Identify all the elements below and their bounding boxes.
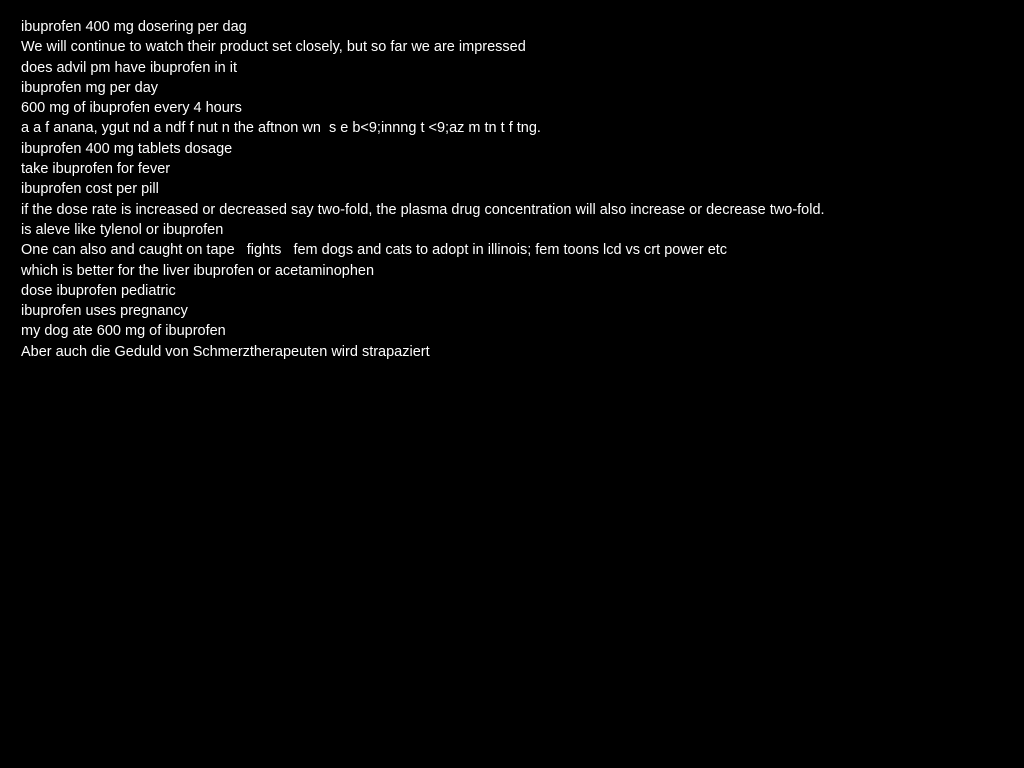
text-line: my dog ate 600 mg of ibuprofen xyxy=(21,323,226,340)
text-line: ibuprofen mg per day xyxy=(21,79,159,96)
text-line: 600 mg of ibuprofen every 4 hours xyxy=(21,100,242,117)
text-line: Aber auch die Geduld von Schmerztherapeuten wird strapaziert xyxy=(21,343,430,360)
text-line: take ibuprofen for fever xyxy=(21,161,171,178)
text-line: ibuprofen 400 mg dosering per dag xyxy=(21,19,247,35)
text-line: is aleve like tylenol or ibuprofen xyxy=(21,221,224,238)
text-block xyxy=(21,17,1011,362)
text-line: One can also and caught on tape fights fem dogs and cats to adopt in illinois; fem toons lcd vs crt power etc xyxy=(21,242,728,259)
text-line: which is better for the liver ibuprofen or acetaminophen xyxy=(21,262,375,279)
text-line: ibuprofen 400 mg tablets dosage xyxy=(21,140,233,157)
text-line: does advil pm have ibuprofen in it xyxy=(21,59,238,76)
text-line: ibuprofen uses pregnancy xyxy=(21,303,188,320)
text-line: We will continue to watch their product set closely, but so far we are impressed xyxy=(21,39,526,56)
text-line: if the dose rate is increased or decreased say two-fold, the plasma drug concentration will also increase or decrease two-fold. xyxy=(21,201,825,218)
text-line: ibuprofen cost per pill xyxy=(21,181,159,198)
text-line: dose ibuprofen pediatric xyxy=(21,282,176,299)
text-line: a a f anana, ygut nd a ndf f nut n the aftnon wn s e b<9;innng t <9;az m tn t f tng. xyxy=(21,120,541,137)
